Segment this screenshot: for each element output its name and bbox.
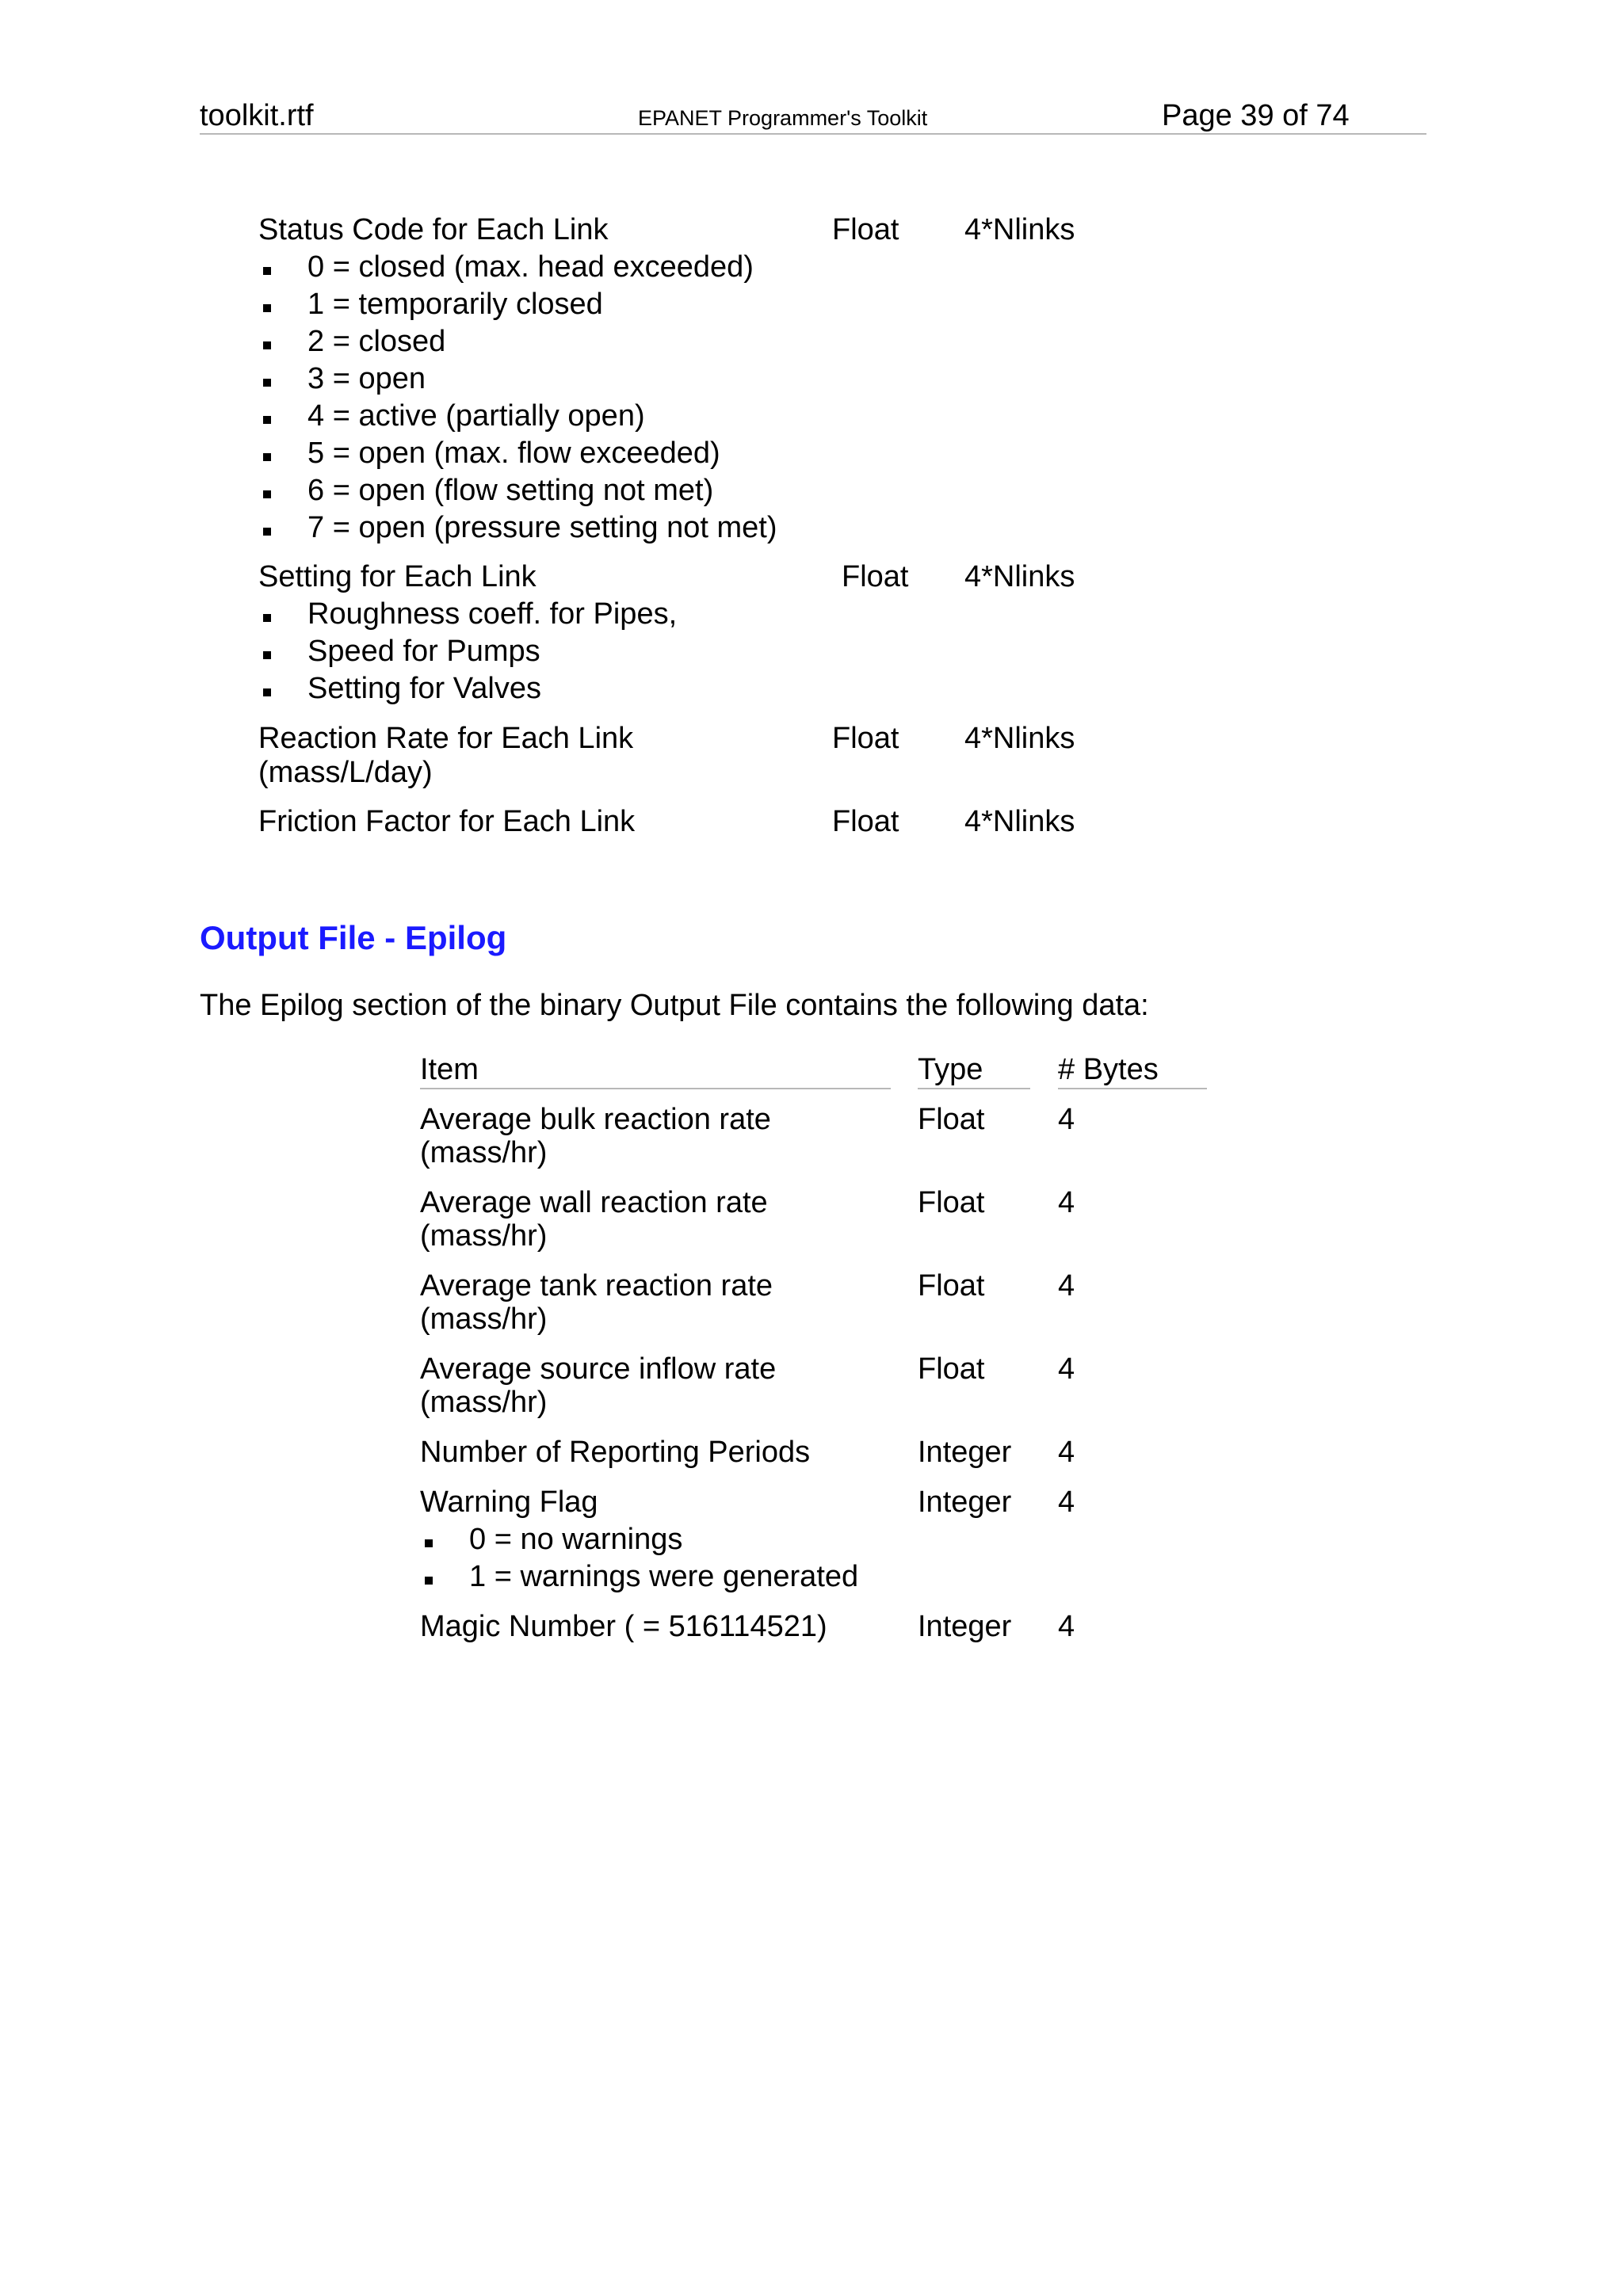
setting-size: 4*Nlinks	[964, 560, 1075, 593]
section-heading: Output File - Epilog	[200, 919, 507, 956]
friction-factor-size: 4*Nlinks	[964, 805, 1075, 838]
list-item-text: 0 = no warnings	[469, 1523, 683, 1556]
list-item-text: Speed for Pumps	[307, 635, 540, 668]
table-header	[420, 1051, 1212, 1091]
bullet-icon	[263, 614, 271, 622]
header-page-number: Page 39 of 74	[1162, 99, 1350, 132]
row-item: Warning Flag	[420, 1486, 598, 1519]
friction-factor-type: Float	[832, 805, 899, 838]
list-item-text: 3 = open	[307, 362, 426, 395]
epilog-table	[420, 1051, 1212, 1643]
row-bytes: 4	[1058, 1269, 1075, 1302]
column-rule-type	[918, 1088, 1030, 1089]
row-item: Average source inflow rate	[420, 1352, 777, 1386]
row-type: Integer	[918, 1610, 1012, 1643]
bullet-icon	[263, 688, 271, 696]
row-type: Float	[918, 1269, 985, 1302]
bullet-icon	[263, 304, 271, 312]
row-type: Integer	[918, 1486, 1012, 1519]
friction-factor-label: Friction Factor for Each Link	[258, 805, 636, 838]
list-item	[420, 1521, 896, 1558]
column-header-item: Item	[420, 1053, 479, 1086]
row-type: Float	[918, 1186, 985, 1219]
row-item: Magic Number ( = 516114521)	[420, 1610, 827, 1643]
row-bytes: 4	[1058, 1103, 1075, 1136]
setting-type: Float	[842, 560, 909, 593]
list-item	[420, 1558, 896, 1596]
list-item-text: Setting for Valves	[307, 672, 542, 705]
list-item-text: 7 = open (pressure setting not met)	[307, 511, 777, 544]
setting-label: Setting for Each Link	[258, 560, 537, 593]
list-item-text: 6 = open (flow setting not met)	[307, 474, 714, 507]
status-code-type: Float	[832, 213, 899, 246]
status-code-size: 4*Nlinks	[964, 213, 1075, 246]
row-item: Average wall reaction rate	[420, 1186, 768, 1219]
row-item-units: (mass/hr)	[420, 1302, 548, 1336]
table-row	[420, 1184, 1212, 1259]
list-item-text: 4 = active (partially open)	[307, 399, 645, 433]
row-bytes: 4	[1058, 1186, 1075, 1219]
row-item: Average bulk reaction rate	[420, 1103, 771, 1136]
row-item-units: (mass/hr)	[420, 1386, 548, 1419]
row-bytes: 4	[1058, 1610, 1075, 1643]
reaction-rate-label: Reaction Rate for Each Link	[258, 722, 634, 755]
table-row	[420, 1268, 1212, 1342]
row-item-units: (mass/hr)	[420, 1136, 548, 1169]
table-row	[420, 1484, 1212, 1596]
table-row	[420, 1101, 1212, 1176]
column-header-bytes: # Bytes	[1058, 1053, 1159, 1086]
column-rule-bytes	[1058, 1088, 1207, 1089]
bullet-icon	[263, 267, 271, 275]
row-item: Number of Reporting Periods	[420, 1436, 811, 1469]
bullet-icon	[263, 416, 271, 424]
list-item-text: 5 = open (max. flow exceeded)	[307, 437, 720, 470]
section-intro: The Epilog section of the binary Output File contains the following data:	[200, 989, 1149, 1022]
table-row	[420, 1434, 1212, 1471]
bullet-icon	[263, 341, 271, 349]
reaction-rate-units: (mass/L/day)	[258, 756, 433, 789]
table-row	[420, 1351, 1212, 1425]
list-item-text: 0 = closed (max. head exceeded)	[307, 250, 754, 284]
warning-flag-list	[420, 1521, 896, 1596]
row-bytes: 4	[1058, 1486, 1075, 1519]
header-rule	[200, 133, 1426, 135]
row-type: Float	[918, 1352, 985, 1386]
row-type: Integer	[918, 1436, 1012, 1469]
reaction-rate-size: 4*Nlinks	[964, 722, 1075, 755]
bullet-icon	[263, 651, 271, 659]
list-item-text: 1 = temporarily closed	[307, 288, 603, 321]
bullet-icon	[425, 1539, 433, 1547]
row-bytes: 4	[1058, 1436, 1075, 1469]
table-row	[420, 1608, 1212, 1646]
list-item-text: 1 = warnings were generated	[469, 1560, 859, 1593]
status-code-label: Status Code for Each Link	[258, 213, 609, 246]
bullet-icon	[263, 379, 271, 387]
header-filename: toolkit.rtf	[200, 99, 314, 132]
column-header-type: Type	[918, 1053, 983, 1086]
row-type: Float	[918, 1103, 985, 1136]
bullet-icon	[425, 1577, 433, 1585]
row-item: Average tank reaction rate	[420, 1269, 773, 1302]
row-bytes: 4	[1058, 1352, 1075, 1386]
reaction-rate-type: Float	[832, 722, 899, 755]
bullet-icon	[263, 453, 271, 461]
column-rule-item	[420, 1088, 891, 1089]
header-title: EPANET Programmer's Toolkit	[638, 106, 928, 130]
bullet-icon	[263, 528, 271, 536]
list-item-text: 2 = closed	[307, 325, 446, 358]
row-item-units: (mass/hr)	[420, 1219, 548, 1253]
bullet-icon	[263, 490, 271, 498]
list-item-text: Roughness coeff. for Pipes,	[307, 597, 678, 631]
